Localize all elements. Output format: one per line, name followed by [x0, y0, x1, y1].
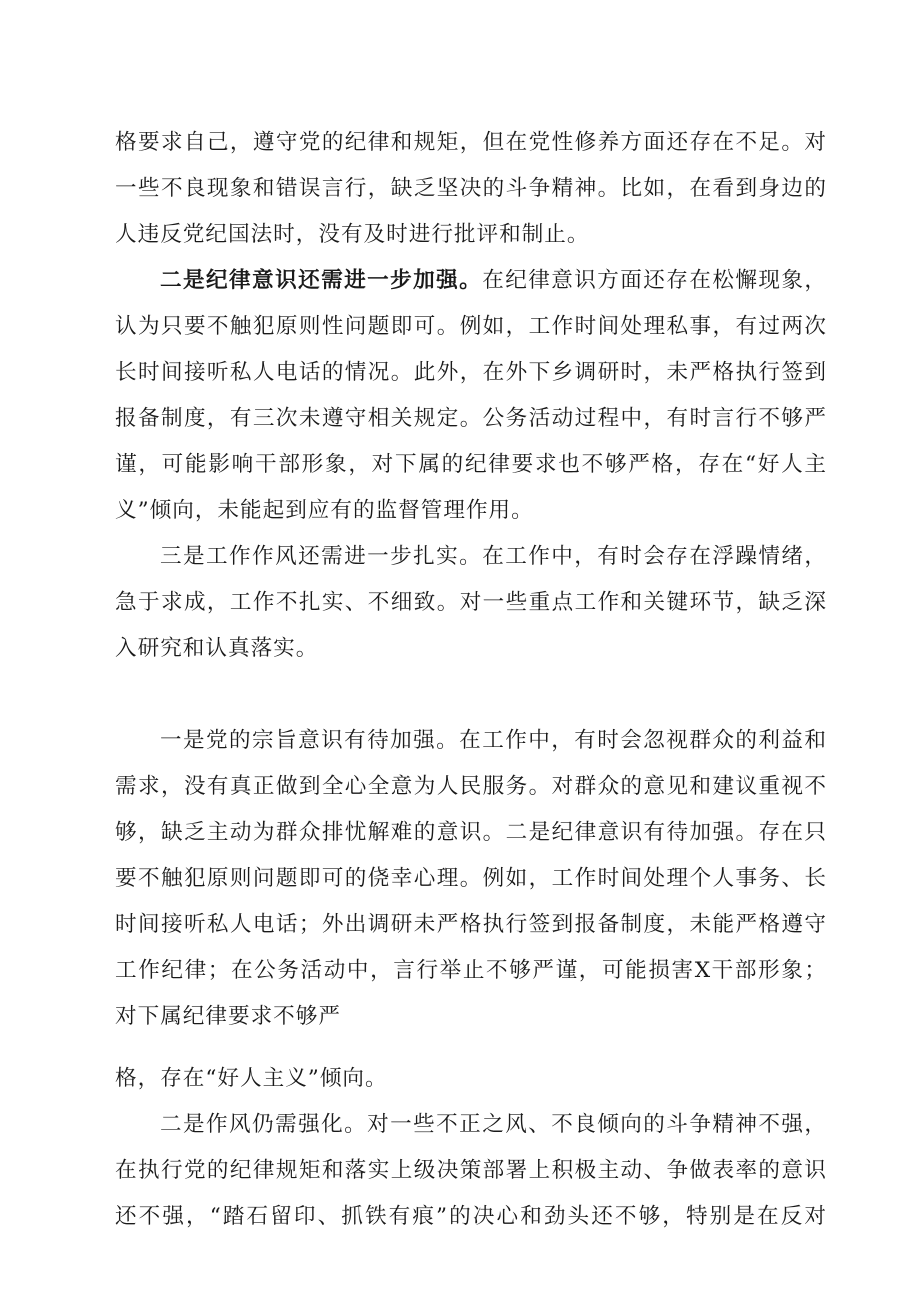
- text-line: 二是作风仍需强化。对一些不正之风、不良倾向的斗争精神不强，: [160, 1112, 827, 1137]
- text-line: 一些不良现象和错误言行，缺乏坚决的斗争精神。比如，在看到身边的: [115, 176, 827, 201]
- text-line: 谨，可能影响干部形象，对下属的纪律要求也不够严格，存在“好人主: [115, 452, 827, 477]
- text-line: 三是工作作风还需进一步扎实。在工作中，有时会存在浮躁情绪，: [160, 544, 827, 569]
- text-line: 人违反党纪国法时，没有及时进行批评和制止。: [115, 222, 590, 247]
- text-run: 在纪律意识方面还存在松懈现象，: [482, 268, 827, 293]
- text-line: 够，缺乏主动为群众排忧解难的意识。二是纪律意识有待加强。存在只: [115, 820, 827, 845]
- text-line: 格，存在“好人主义”倾向。: [115, 1066, 388, 1091]
- text-line: 在执行党的纪律规矩和落实上级决策部署上积极主动、争做表率的意识: [115, 1158, 827, 1183]
- text-line: [160, 258, 827, 304]
- text-line: 对下属纪律要求不够严: [115, 1004, 341, 1029]
- text-line: 认为只要不触犯原则性问题即可。例如，工作时间处理私事，有过两次: [115, 314, 827, 339]
- text-line: 需求，没有真正做到全心全意为人民服务。对群众的意见和建议重视不: [115, 774, 827, 799]
- text-line: 报备制度，有三次未遵守相关规定。公务活动过程中，有时言行不够严: [115, 406, 827, 431]
- text-line: 工作纪律；在公务活动中，言行举止不够严谨，可能损害X干部形象；: [115, 958, 827, 983]
- text-line: 要不触犯原则问题即可的侥幸心理。例如，工作时间处理个人事务、长: [115, 866, 827, 891]
- text-line: 长时间接听私人电话的情况。此外，在外下乡调研时，未严格执行签到: [115, 360, 827, 385]
- text-line: 急于求成，工作不扎实、不细致。对一些重点工作和关键环节，缺乏深: [115, 590, 827, 615]
- text-line: 一是党的宗旨意识有待加强。在工作中，有时会忽视群众的利益和: [160, 728, 827, 753]
- text-line: 还不强，“踏石留印、抓铁有痕”的决心和劲头还不够，特别是在反对: [115, 1204, 827, 1229]
- text-line: 义”倾向，未能起到应有的监督管理作用。: [115, 498, 534, 523]
- text-line: 格要求自己，遵守党的纪律和规矩，但在党性修养方面还存在不足。对: [115, 130, 827, 155]
- text-line: 入研究和认真落实。: [115, 636, 319, 661]
- text-line: 时间接听私人电话；外出调研未严格执行签到报备制度，未能严格遵守: [115, 912, 827, 937]
- bold-lead: 二是纪律意识还需进一步加强。: [160, 268, 483, 293]
